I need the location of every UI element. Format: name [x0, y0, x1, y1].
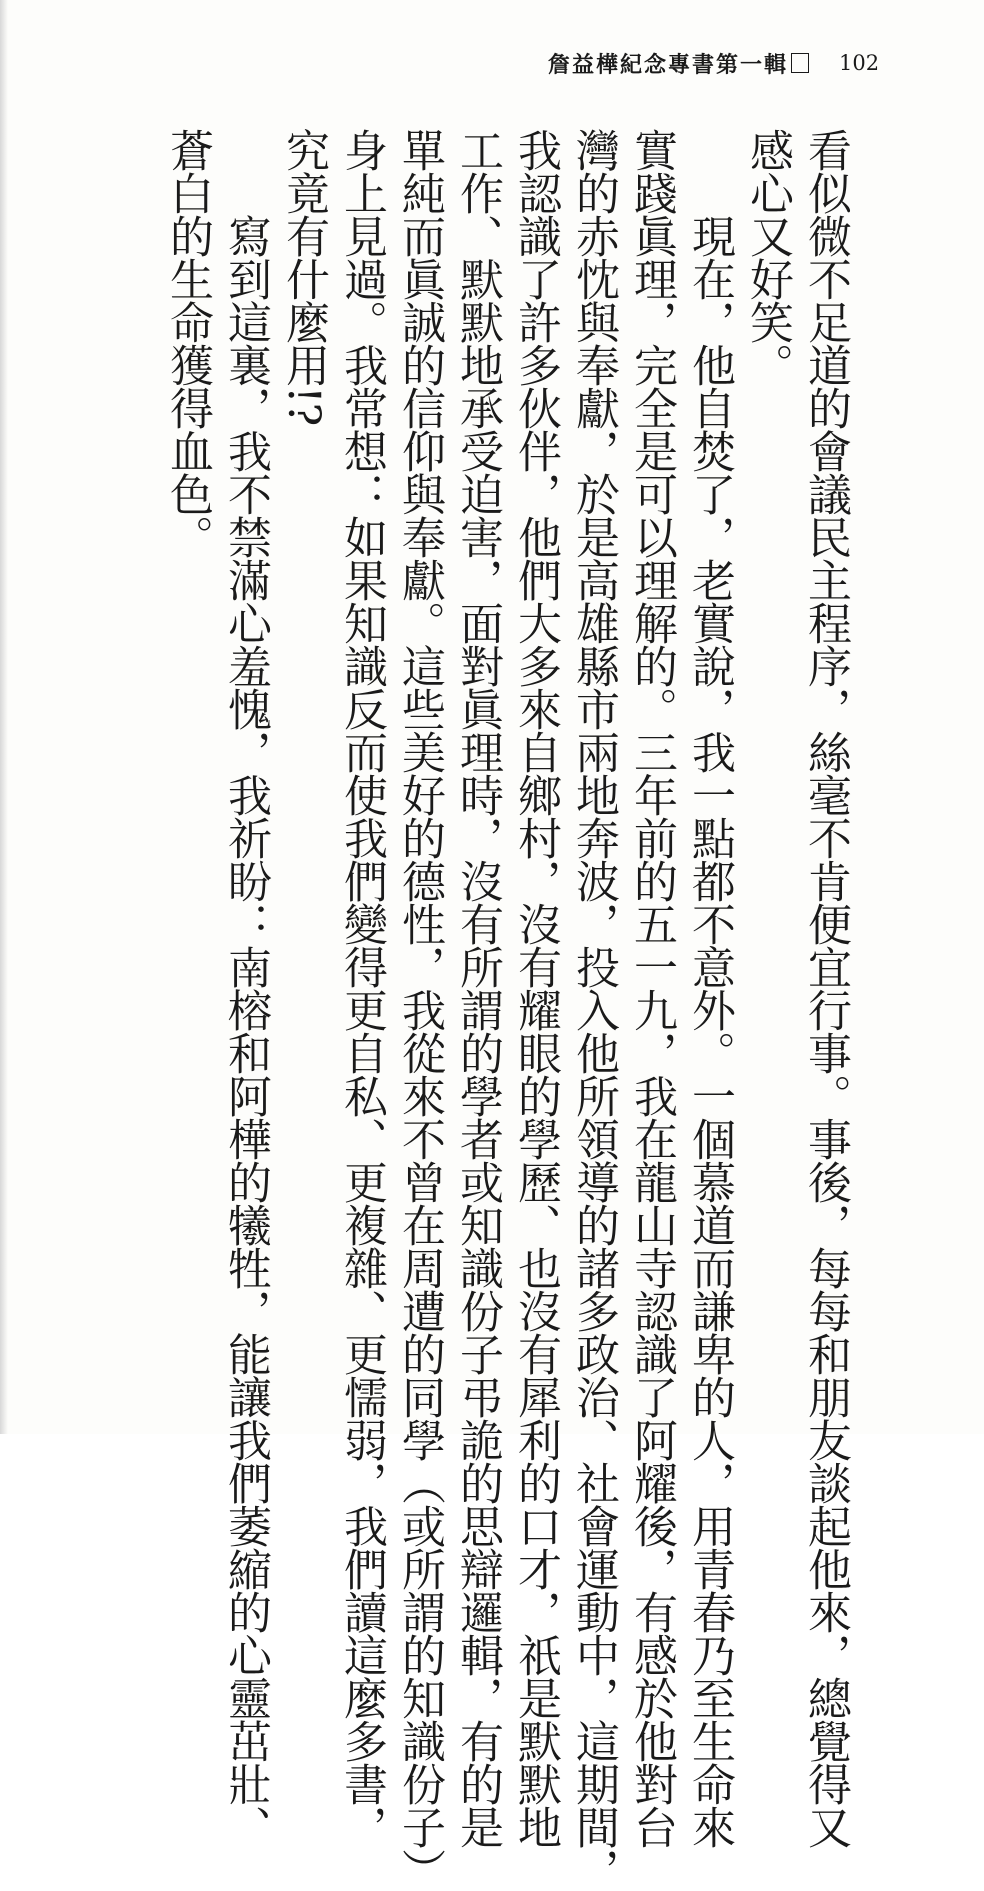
running-header: [548, 48, 879, 78]
book-title: 詹益樺紀念專書第一輯: [548, 51, 789, 78]
text-column-5: 灣的赤忱與奉獻，於是高雄縣市兩地奔波，投入他所領導的諸多政治、社會運動中，這期間，: [568, 128, 619, 1891]
text-column-2: 感心又好笑。: [742, 128, 793, 386]
page-number: 102: [839, 51, 880, 75]
text-column-7: 工作、默默地承受迫害，面對眞理時，沒有所謂的學者或知識份子弔詭的思辯邏輯，有的是: [452, 128, 503, 1848]
text-column-4: 實踐眞理，完全是可以理解的。三年前的五一九，我在龍山寺認識了阿耀後，有感於他對台: [626, 128, 677, 1848]
text-column-9: 身上見過。我常想：如果知識反而使我們變得更自私、更複雜、更懦弱，我們讀這麼多書，: [336, 128, 387, 1848]
text-column-3: 現在，他自焚了，老實說，我一點都不意外。一個慕道而謙卑的人，用青春乃至生命來: [684, 128, 735, 1848]
text-column-11: 寫到這裏，我不禁滿心羞愧，我祈盼：南榕和阿樺的犧牲，能讓我們萎縮的心靈茁壯、: [220, 128, 271, 1848]
text-column-12: 蒼白的生命獲得血色。: [162, 128, 213, 558]
text-column-1: 看似微不足道的會議民主程序，絲毫不肯便宜行事。事後，每每和朋友談起他來，總覺得又: [800, 128, 851, 1848]
text-column-6: 我認識了許多伙伴，他們大多來自鄉村，沒有耀眼的學歷、也沒有犀利的口才，祇是默默地: [510, 128, 561, 1848]
vertical-body-text: [158, 128, 854, 1891]
page-binding-edge: [0, 0, 8, 1434]
text-column-8: 單純而眞誠的信仰與奉獻。這些美好的德性，我從來不曾在周遭的同學（或所謂的知識份子）: [394, 128, 445, 1891]
volume-box-mark: [791, 53, 809, 73]
text-column-10: 究竟有什麼用!?: [278, 128, 329, 426]
